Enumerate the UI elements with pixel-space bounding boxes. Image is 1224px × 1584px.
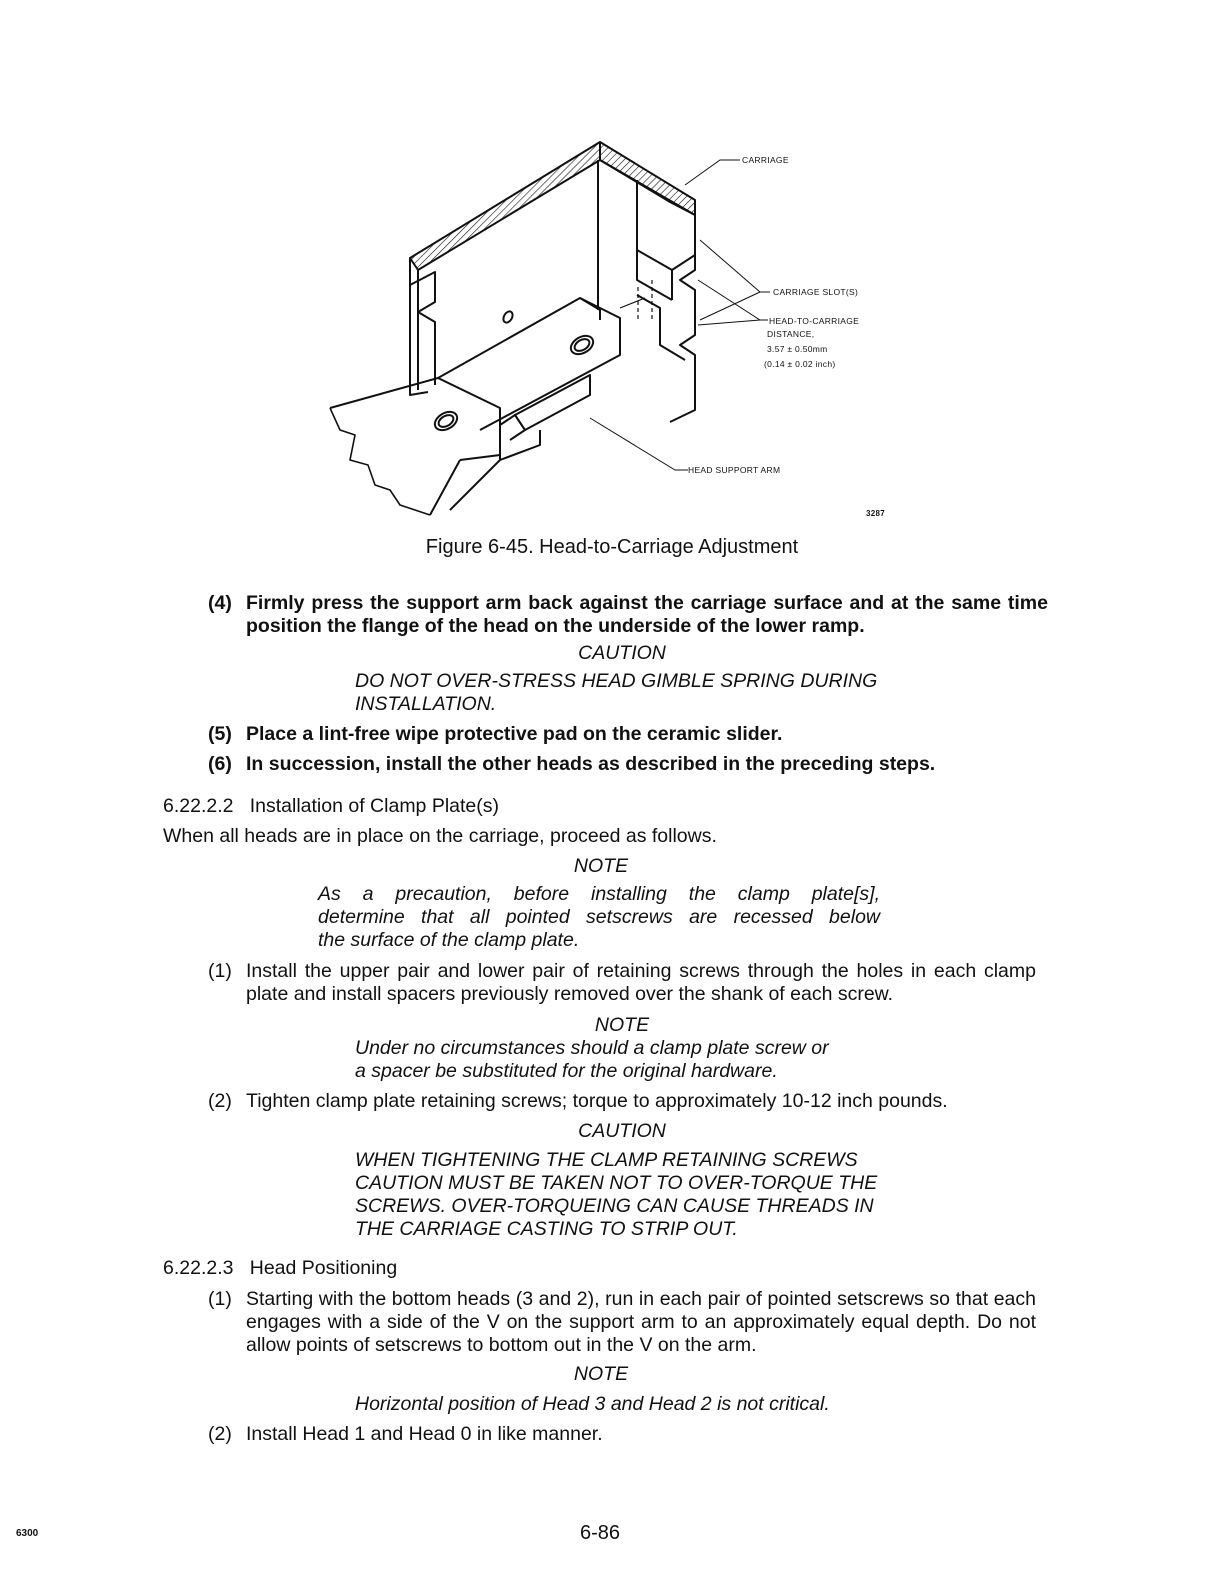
step-number: (4) xyxy=(208,592,232,614)
head-support-arm-label: HEAD SUPPORT ARM xyxy=(688,465,781,475)
note-2-line1: Under no circumstances should a clamp plate screw or xyxy=(355,1037,829,1059)
step-number: (2) xyxy=(208,1090,232,1112)
distance-label-line2: DISTANCE, xyxy=(767,329,815,339)
note-3-line1: Horizontal position of Head 3 and Head 2 is not critical. xyxy=(355,1393,830,1415)
note-2-title: NOTE xyxy=(594,1014,650,1036)
step-text: Install Head 1 and Head 0 in like manner. xyxy=(246,1423,603,1445)
step-text: Tighten clamp plate retaining screws; torque to approximately 10-12 inch pounds. xyxy=(246,1090,948,1112)
clamp-step-1 xyxy=(208,960,1036,1006)
caution-1-line1: DO NOT OVER-STRESS HEAD GIMBLE SPRING DURING xyxy=(355,670,878,692)
step-number: (1) xyxy=(208,960,232,982)
footer-doc-code: 6300 xyxy=(16,1528,39,1539)
step-5 xyxy=(208,723,1048,746)
figure-caption: Figure 6-45. Head-to-Carriage Adjustment xyxy=(425,536,799,558)
step-text: Starting with the bottom heads (3 and 2), run in each pair of pointed setscrews so that each engages with a side of the V on the support arm to an approximately equal depth. Do not allow points of setscrews to bottom out in the V on the arm. xyxy=(246,1288,1036,1356)
caution-2-line1: WHEN TIGHTENING THE CLAMP RETAINING SCREWS xyxy=(355,1149,858,1171)
position-step-1 xyxy=(208,1288,1036,1357)
step-text: Firmly press the support arm back against the carriage surface and at the same time position the flange of the head on the underside of the lower ramp. xyxy=(246,592,1048,637)
figure-number: 3287 xyxy=(866,509,885,518)
step-number: (6) xyxy=(208,753,232,775)
section-heading-clamp-plates: 6.22.2.2 Installation of Clamp Plate(s) xyxy=(163,795,500,817)
section-intro: When all heads are in place on the carriage, proceed as follows. xyxy=(163,825,717,847)
step-number: (2) xyxy=(208,1423,232,1445)
step-4 xyxy=(208,592,1048,638)
note-1-line3: the surface of the clamp plate. xyxy=(318,929,580,951)
caution-2-title: CAUTION xyxy=(578,1120,666,1142)
step-6 xyxy=(208,753,1048,776)
note-1-line1: As a precaution, before installing the clamp plate[s], xyxy=(318,883,880,905)
step-text: Install the upper pair and lower pair of retaining screws through the holes in each clamp plate and install spacers previously removed over the shank of each screw. xyxy=(246,960,1036,1005)
distance-label-line3: 3.57 ± 0.50mm xyxy=(767,344,828,354)
caution-2-line3: SCREWS. OVER-TORQUEING CAN CAUSE THREADS IN xyxy=(355,1195,874,1217)
distance-label-line1: HEAD-TO-CARRIAGE xyxy=(769,316,860,326)
carriage-label: CARRIAGE xyxy=(742,155,789,165)
note-1-title: NOTE xyxy=(573,855,629,877)
caution-1-title: CAUTION xyxy=(578,642,666,664)
note-2-line2: a spacer be substituted for the original hardware. xyxy=(355,1060,778,1082)
step-number: (5) xyxy=(208,723,232,745)
step-text: In succession, install the other heads as described in the preceding steps. xyxy=(246,753,936,775)
clamp-step-2 xyxy=(208,1090,1036,1113)
step-text: Place a lint-free wipe protective pad on the ceramic slider. xyxy=(246,723,783,745)
step-number: (1) xyxy=(208,1288,232,1310)
note-3-title: NOTE xyxy=(573,1363,629,1385)
page-number: 6-86 xyxy=(579,1522,621,1544)
carriage-slots-label: CARRIAGE SLOT(S) xyxy=(773,287,859,297)
caution-2-line2: CAUTION MUST BE TAKEN NOT TO OVER-TORQUE THE xyxy=(355,1172,878,1194)
position-step-2 xyxy=(208,1423,1048,1446)
distance-label-line4: (0.14 ± 0.02 inch) xyxy=(764,359,836,369)
section-heading-head-positioning: 6.22.2.3 Head Positioning xyxy=(163,1257,398,1279)
note-1-line2: determine that all pointed setscrews are recessed below xyxy=(318,906,880,928)
caution-1-line2: INSTALLATION. xyxy=(355,693,497,715)
caution-2-line4: THE CARRIAGE CASTING TO STRIP OUT. xyxy=(355,1218,738,1240)
